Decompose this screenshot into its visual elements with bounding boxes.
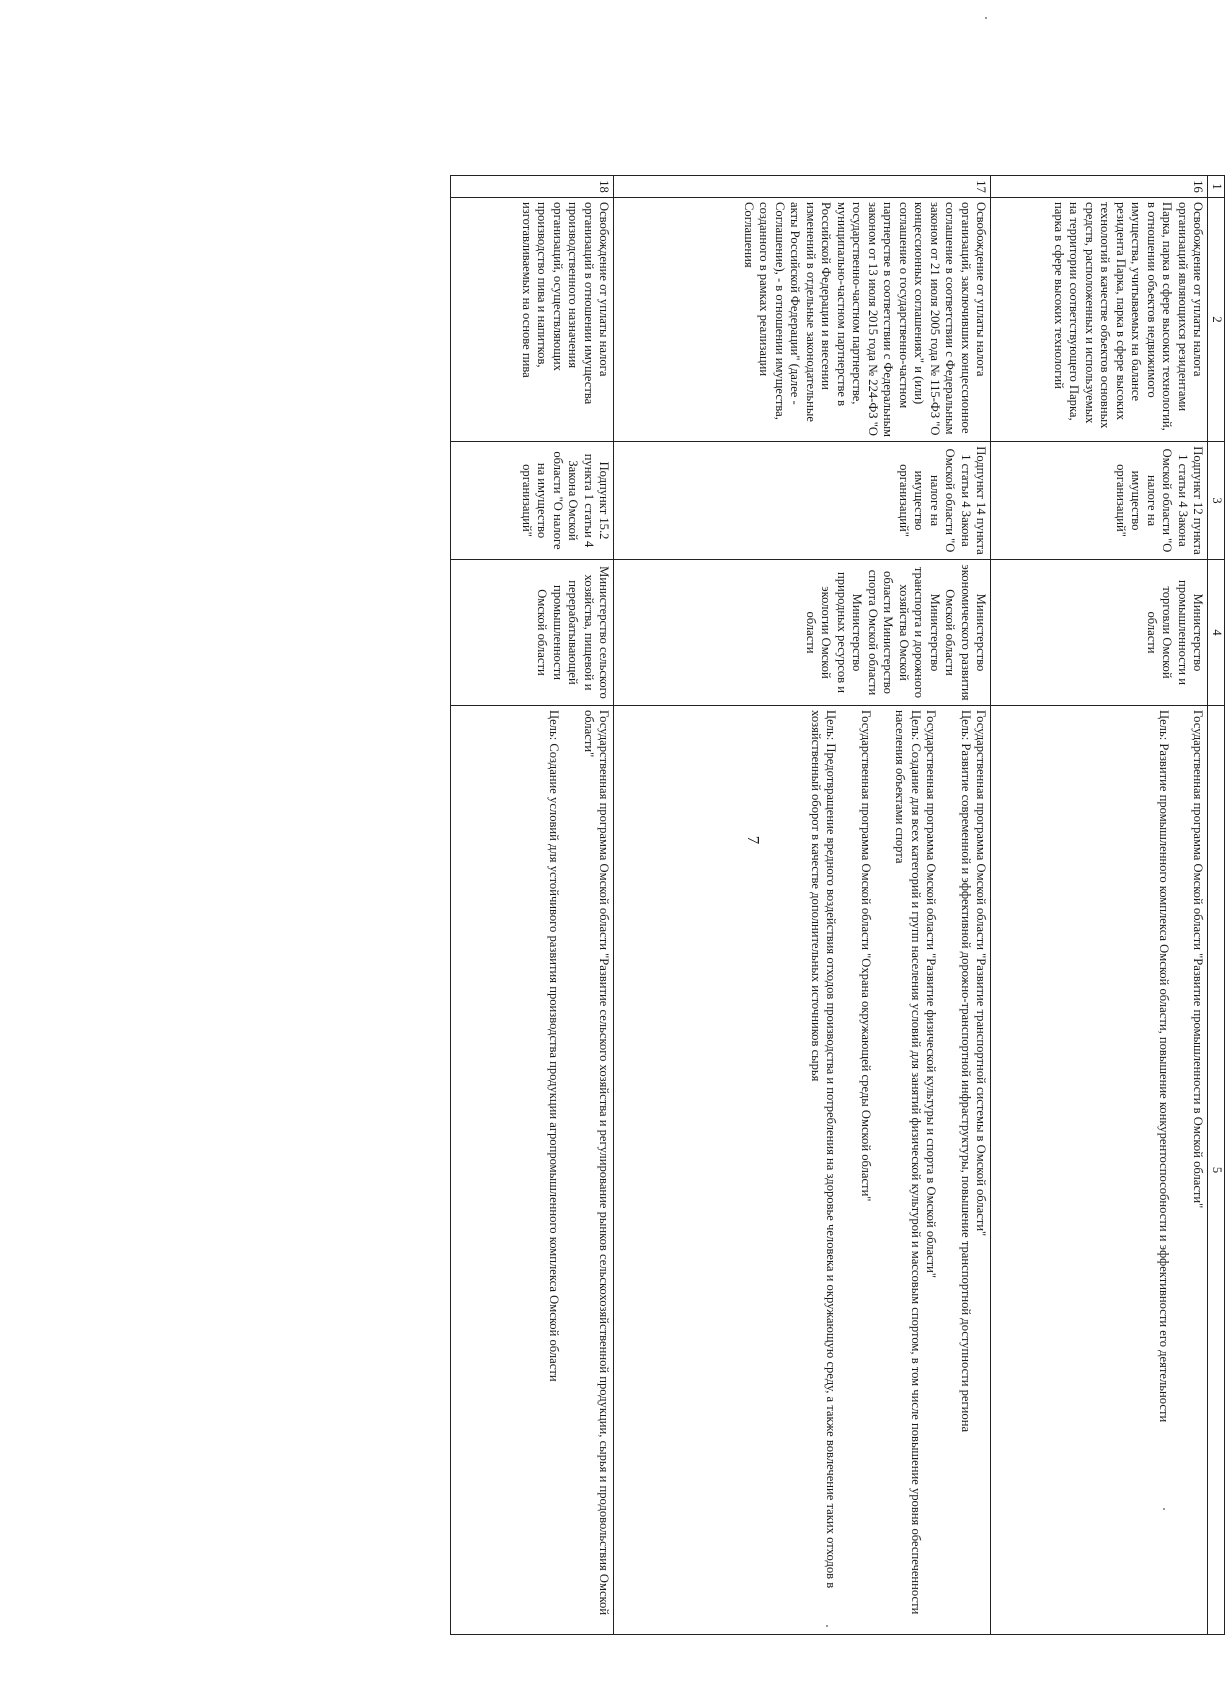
rotated-table-container xyxy=(435,175,1225,1635)
column-header: 1 xyxy=(1208,176,1225,198)
program-goal: Цель: Развитие современной и эффективной дорожно-транспортной инфраструктуры, повышение транспортной доступности региона xyxy=(958,710,973,1433)
program-goal: Цель: Предотвращение вредного воздействия отходов производства и потребления на здоровье человека и окружающую среду, а также вовлечение таких отходов в хозяйственный оборот в качестве дополнительных источников сырья xyxy=(808,710,839,1589)
column-header: 3 xyxy=(1208,442,1225,560)
state-programs xyxy=(451,706,614,1635)
tax-benefits-table xyxy=(450,175,1225,1635)
table-row xyxy=(451,176,614,1635)
state-programs xyxy=(614,706,991,1635)
table-row xyxy=(614,176,991,1635)
state-programs xyxy=(991,706,1208,1635)
legal-basis: Подпункт 15.2 пункта 1 статьи 4 Закона Омской области "О налоге на имущество организаций" xyxy=(451,442,614,560)
page-number: 7 xyxy=(744,835,763,845)
column-header: 4 xyxy=(1208,560,1225,706)
legal-basis: Подпункт 12 пункта 1 статьи 4 Закона Омской области "О налоге на имущество организаций" xyxy=(991,442,1208,560)
table-header-row xyxy=(1208,176,1225,1635)
responsible-ministry: Министерство сельского хозяйства, пищевой и перерабатывающей промышленности Омской области xyxy=(451,560,614,706)
column-header: 2 xyxy=(1208,198,1225,442)
program-title: Государственная программа Омской области "Развитие физической культуры и спорта в Омской области" xyxy=(924,710,939,1279)
responsible-ministry: Министерство промышленности и торговли Омской области xyxy=(991,560,1208,706)
scan-speck xyxy=(985,17,987,19)
row-number: 17 xyxy=(614,176,991,198)
column-header: 5 xyxy=(1208,706,1225,1635)
table-row xyxy=(991,176,1208,1635)
benefit-description: Освобождение от уплаты налога организаций в отношении имущества производственного назначения организаций, осуществляющих производство пива и напитков, изготавливаемых на основе пива xyxy=(451,198,614,442)
benefit-description: Освобождение от уплаты налога организаций являющихся резидентами Парка, парка в сфере высоких технологий, в отношении объектов недвижимого имущества, учитываемых на балансе резидента Парка, парка в сфере высоких технологий в качестве объектов основных средств, расположенных и используемых на территории соответствующего Парка, парка в сфере высоких технологий xyxy=(991,198,1208,442)
responsible-ministry: Министерство экономического развития Омской области Министерство транспорта и дорожного хозяйства Омской области Министерство спорта Омской области Министерство природных ресурсов и экологии Омской области xyxy=(614,560,991,706)
program-title: Государственная программа Омской области "Развитие транспортной системы в Омской области" xyxy=(974,710,988,1237)
program-title: Государственная программа Омской области "Развитие промышленности в Омской области" xyxy=(1191,710,1205,1209)
program-goal: Цель: Создание для всех категорий и групп населения условий для занятий физической культурой и массовым спортом, в том числе повышение уровня обеспеченности населения объектами спорта xyxy=(893,710,923,1615)
program-title: Государственная программа Омской области "Развитие сельского хозяйства и регулирование рынков сельскохозяйственной продукции, сырья и продовольствия Омской области" xyxy=(581,710,611,1616)
row-number: 16 xyxy=(991,176,1208,198)
program-goal: Цель: Развитие промышленного комплекса Омской области, повышение конкурентоспособности и эффективности его деятельности xyxy=(1156,710,1171,1423)
row-number: 18 xyxy=(451,176,614,198)
legal-basis: Подпункт 14 пункта 1 статьи 4 Закона Омской области "О налоге на имущество организаций" xyxy=(614,442,991,560)
benefit-description: Освобождение от уплаты налога организаций, заключивших концессионное соглашение в соответствии с Федеральным законом от 21 июля 2005 года № 115-ФЗ "О концессионных соглашениях" и (или) соглашение о государственно-частном партнерстве в соответствии с Федеральным законом от 13 июля 2015 года № 224-ФЗ "О государственно-частном партнерстве, муниципально-частном партнерстве в Российской Федерации и внесении изменений в отдельные законодательные акты Российской Федерации" (далее - Соглашение), - в отношении имущества, созданного в рамках реализации Соглашения xyxy=(614,198,991,442)
program-goal: Цель: Создание условий для устойчивого развития производства продукции агропромышленного комплекса Омской области xyxy=(547,710,562,1382)
program-title: Государственная программа Омской области "Охрана окружающей среды Омской области" xyxy=(858,710,873,1202)
